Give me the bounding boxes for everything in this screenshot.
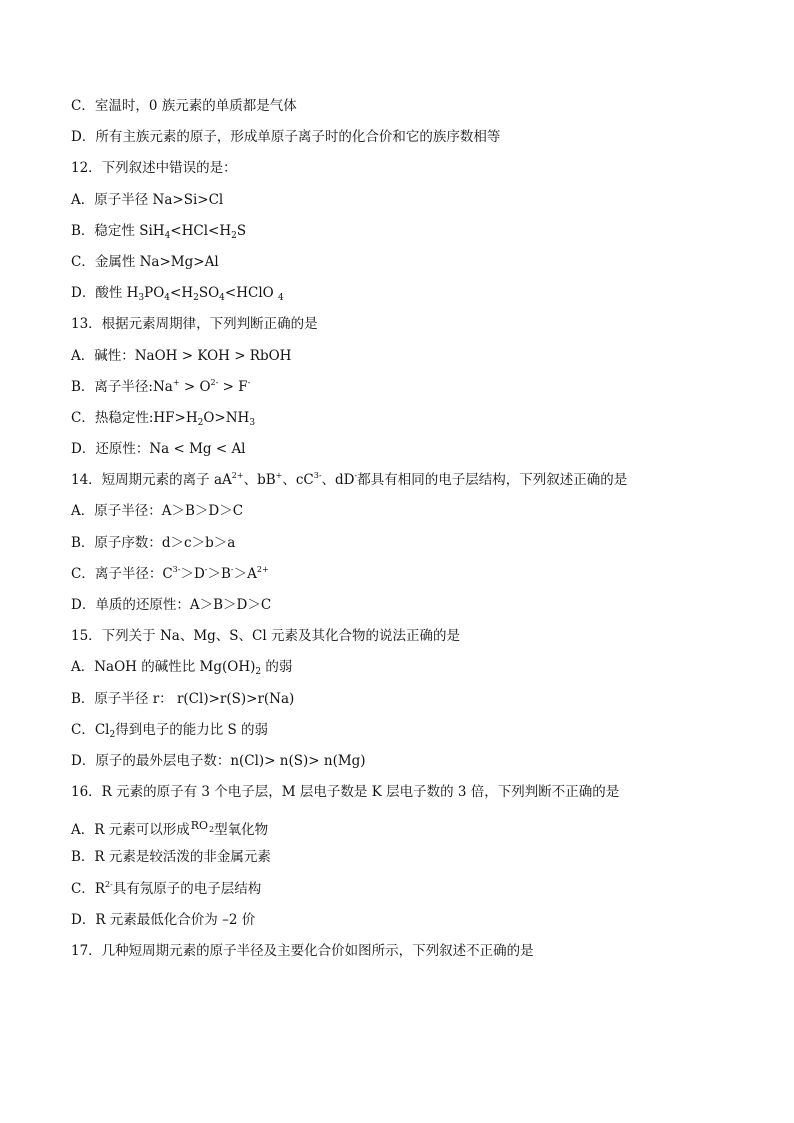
text-fragment: - [247, 377, 251, 387]
text-fragment: 具有氖原子的电子层结构 [112, 880, 262, 897]
text-fragment: B．R 元素是较活泼的非金属元素 [71, 849, 271, 866]
text-fragment: 2 [197, 417, 204, 428]
text-fragment: 4 [219, 293, 225, 304]
text-fragment: D．所有主族元素的原子，形成单原子离子时的化合价和它的族序数相等 [71, 129, 501, 146]
text-line-q12-a [71, 190, 751, 210]
text-fragment: > O [179, 378, 211, 395]
text-fragment: 4 [164, 230, 171, 241]
text-fragment: > F [218, 378, 248, 395]
text-fragment: <HCl<H [170, 222, 232, 239]
text-line-q16-d [71, 910, 751, 930]
text-fragment: 、bB [243, 472, 276, 489]
text-fragment: 2+ [256, 564, 269, 574]
text-fragment: ＞D [180, 565, 205, 582]
text-fragment: 、cC [282, 472, 314, 489]
text-line-q17 [71, 941, 751, 961]
text-fragment: + [275, 471, 283, 481]
text-fragment: A．原子半径 Na>Si>Cl [71, 191, 224, 208]
text-fragment: 型氧化物 [214, 822, 269, 839]
text-line-q13-a [71, 346, 751, 366]
text-line-q14-c [71, 564, 751, 584]
text-fragment: 13．根据元素周期律，下列判断正确的是 [71, 316, 318, 333]
text-line-q12-d [71, 283, 751, 303]
text-fragment: - [204, 564, 208, 574]
text-fragment: O>NH [203, 409, 250, 426]
text-fragment: A．碱性：NaOH > KOH > RbOH [71, 347, 292, 364]
text-fragment: ＞B [207, 565, 231, 582]
text-fragment: S [236, 222, 247, 239]
text-fragment: 14．短周期元素的离子 aA [71, 472, 232, 489]
text-fragment: C．室温时，0 族元素的单质都是气体 [71, 98, 297, 114]
text-line-q15-c [71, 720, 751, 740]
text-fragment: 3 [249, 417, 256, 428]
text-fragment: C．Cl [71, 721, 110, 738]
text-fragment: - [230, 564, 234, 574]
text-fragment: B．离子半径:Na [71, 378, 173, 395]
text-line-q16-a [71, 813, 751, 839]
text-fragment: <HClO [224, 285, 278, 302]
text-fragment: 17．几种短周期元素的原子半径及主要化合价如图所示，下列叙述不正确的是 [71, 942, 534, 959]
text-fragment: <H [170, 285, 194, 302]
text-fragment: 12．下列叙述中错误的是： [71, 160, 237, 177]
text-fragment: 都具有相同的电子层结构，下列叙述正确的是 [357, 472, 628, 489]
text-line-q11-d [71, 127, 751, 147]
text-fragment: RO [190, 819, 209, 833]
text-line-q14-d [71, 595, 751, 615]
text-line-q16 [71, 782, 751, 802]
text-line-q13-b [71, 377, 751, 397]
text-fragment: D．R 元素最低化合价为 –2 价 [71, 911, 256, 928]
text-line-q13 [71, 314, 751, 334]
text-line-q15 [71, 626, 751, 646]
text-fragment: A．NaOH 的碱性比 Mg(OH) [71, 659, 256, 676]
text-fragment: 、dD [321, 472, 355, 489]
document-page [71, 96, 751, 972]
text-line-q11-c [71, 96, 751, 116]
text-fragment: 2 [255, 667, 262, 678]
text-line-q16-b [71, 847, 751, 867]
text-fragment: 2- [105, 879, 113, 889]
text-line-q15-b [71, 689, 751, 709]
text-fragment: 2+ [231, 471, 244, 481]
text-fragment: 15．下列关于 Na、Mg、S、Cl 元素及其化合物的说法正确的是 [71, 628, 460, 645]
text-fragment: 2 [231, 230, 237, 241]
text-fragment: 2 [209, 825, 215, 835]
text-fragment: 得到电子的能力比 S 的弱 [115, 721, 269, 738]
text-line-q13-c [71, 408, 751, 428]
text-line-q13-d [71, 439, 751, 459]
text-line-q12-c [71, 252, 751, 272]
text-fragment: + [172, 377, 180, 387]
text-fragment: 2- [210, 377, 219, 387]
text-fragment: A．R 元素可以形成 [71, 822, 190, 839]
text-fragment: B．原子半径 r： r(Cl)>r(S)>r(Na) [71, 690, 295, 707]
text-fragment: 16．R 元素的原子有 3 个电子层，M 层电子数是 K 层电子数的 3 倍，下列判断不正确的是 [71, 784, 620, 801]
text-line-q14-a [71, 501, 751, 521]
text-line-q15-a [71, 657, 751, 677]
text-fragment: 的弱 [261, 659, 293, 676]
text-line-q14 [71, 470, 751, 490]
text-fragment: A．原子半径：A＞B＞D＞C [71, 503, 244, 520]
text-fragment: C．R [71, 880, 105, 897]
text-line-q16-c [71, 879, 751, 899]
text-line-q14-b [71, 533, 751, 553]
text-line-q12 [71, 158, 751, 178]
text-fragment: 3 [138, 293, 145, 304]
text-fragment: 3- [172, 564, 181, 574]
text-fragment: 4 [164, 293, 171, 304]
text-fragment: - [354, 471, 358, 481]
text-fragment: B．原子序数：d＞c＞b＞a [71, 534, 236, 551]
text-fragment: C．离子半径：C [71, 565, 173, 582]
text-fragment: ＞A [233, 565, 257, 582]
text-line-q15-d [71, 751, 751, 771]
text-fragment: PO [144, 285, 165, 302]
text-fragment: D．单质的还原性：A＞B＞D＞C [71, 597, 272, 613]
text-fragment: C．金属性 Na>Mg>Al [71, 253, 219, 270]
text-fragment: 4 [278, 293, 284, 304]
text-fragment: D．还原性：Na < Mg < Al [71, 441, 246, 458]
text-fragment: D．原子的最外层电子数：n(Cl)> n(S)> n(Mg) [71, 752, 366, 769]
text-fragment: 3- [313, 471, 322, 481]
text-fragment: C．热稳定性:HF>H [71, 409, 198, 426]
text-fragment: 2 [193, 293, 199, 304]
text-line-q12-b [71, 221, 751, 241]
text-fragment: D．酸性 H [71, 285, 139, 302]
text-fragment: 2 [109, 729, 116, 740]
text-fragment: SO [198, 285, 220, 302]
text-fragment: B．稳定性 SiH [71, 222, 165, 239]
